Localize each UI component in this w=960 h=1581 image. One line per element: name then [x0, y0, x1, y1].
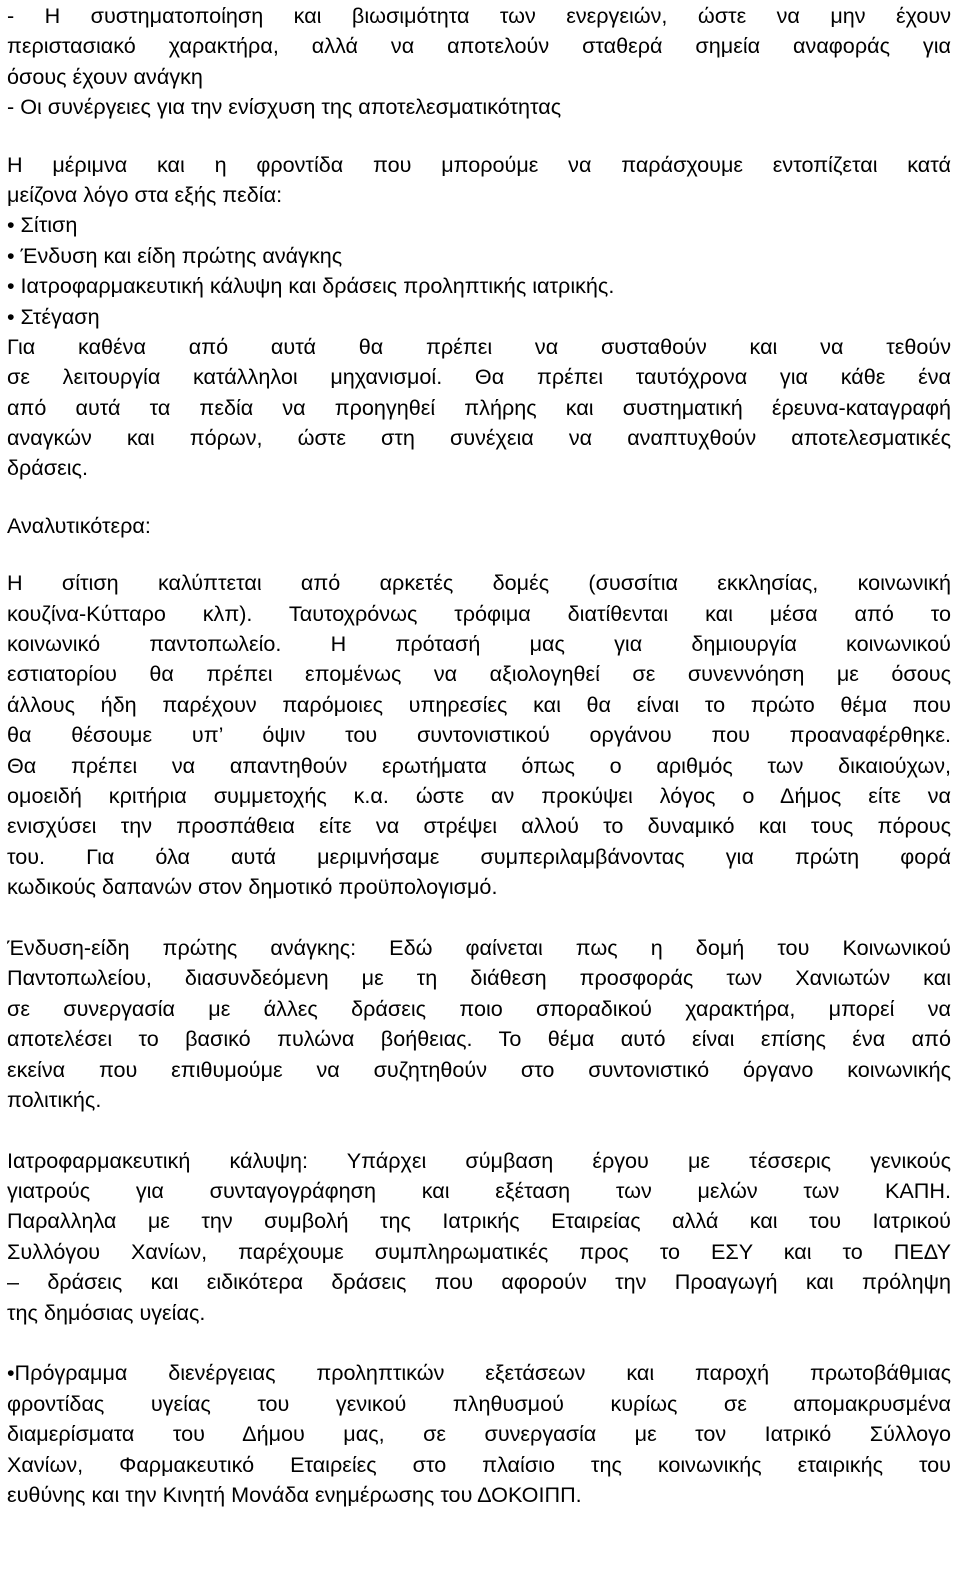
text-line: Θα πρέπει να απαντηθούν ερωτήματα όπως ο αριθμός των δικαιούχων, [7, 752, 951, 778]
text-line: μείζονα λόγο στα εξής πεδία: [7, 181, 283, 207]
text-line: ευθύνης και την Κινητή Μονάδα ενημέρωσης του ΔΟΚΟΙΠΠ. [7, 1481, 582, 1507]
text-line: διαμερίσματα του Δήμου μας, σε συνεργασία με τον Ιατρικό Σύλλογο [7, 1421, 951, 1447]
mechanisms-paragraph [7, 332, 951, 484]
text-line: Ιατροφαρμακευτική κάλυψη: Υπάρχει σύμβαση έργου με τέσσερις γενικούς [7, 1147, 951, 1173]
text-line: θα θέσουμε υπ’ όψιν του συντονιστικού οργάνου που προαναφέρθηκε. [7, 722, 951, 748]
intro-paragraph [7, 1, 951, 123]
text-line: Παραλληλα με την συμβολή της Ιατρικής Εταιρείας αλλά και του Ιατρικού [7, 1208, 951, 1234]
feeding-paragraph [7, 568, 951, 902]
text-line: σε συνεργασία με άλλες δράσεις ποιο σποραδικού χαρακτήρα, μπορεί να [7, 995, 951, 1021]
clothing-paragraph [7, 933, 951, 1115]
program-paragraph [7, 1358, 951, 1510]
text-line: Η μέριμνα και η φροντίδα που μπορούμε να παράσχουμε εντοπίζεται κατά [7, 151, 951, 177]
medical-paragraph [7, 1146, 951, 1328]
list-item: • Στέγαση [7, 303, 100, 329]
list-item: • Ένδυση και είδη πρώτης ανάγκης [7, 242, 343, 268]
text-line: εστιατορίου θα πρέπει επομένως να αξιολογηθεί σε συνεννόηση με όσους [7, 661, 951, 687]
text-line: αποτελέσει το βασικό πυλώνα βοήθειας. Το θέμα αυτό είναι επίσης ένα από [7, 1026, 951, 1052]
text-line: από αυτά τα πεδία να προηγηθεί πλήρης και συστηματική έρευνα-καταγραφή [7, 394, 951, 420]
fields-intro-paragraph [7, 150, 951, 211]
text-line: Συλλόγου Χανίων, παρέχουμε συμπληρωματικές προς το ΕΣΥ και το ΠΕΔΥ [7, 1238, 951, 1264]
text-line: Η σίτιση καλύπτεται από αρκετές δομές (συσσίτια εκκλησίας, κοινωνική [7, 570, 951, 596]
text-line: του. Για όλα αυτά μεριμνήσαμε συμπεριλαμβάνοντας για πρώτη φορά [7, 843, 951, 869]
text-line: φροντίδας υγείας του γενικού πληθυσμού κυρίως σε απομακρυσμένα [7, 1390, 951, 1416]
text-line: - Η συστηματοποίηση και βιωσιμότητα των ενεργειών, ώστε να μην έχουν [7, 3, 951, 28]
text-line: •Πρόγραμμα διενέργειας προληπτικών εξετάσεων και παροχή πρωτοβάθμιας [7, 1360, 951, 1386]
text-line: Παντοπωλείου, διασυνδεόμενη με τη διάθεση προσφοράς των Χανιωτών και [7, 965, 951, 991]
text-line: κουζίνα-Κύτταρο κλπ). Ταυτοχρόνως τρόφιμα διατίθενται και μέσα από το [7, 600, 951, 626]
text-line: όσους έχουν ανάγκη [7, 63, 203, 89]
text-line: Για καθένα από αυτά θα πρέπει να συσταθούν και να τεθούν [7, 333, 951, 359]
text-line: γιατρούς για συνταγογράφηση και εξέταση των μελών των ΚΑΠΗ. [7, 1178, 951, 1204]
text-line: περιστασιακό χαρακτήρα, αλλά να αποτελούν σταθερά σημεία αναφοράς για [7, 33, 951, 59]
text-line: κωδικούς δαπανών στον δημοτικό προϋπολογισμό. [7, 874, 498, 900]
document-page [7, 1, 951, 1510]
fields-bullet-list [7, 210, 951, 332]
text-line: δράσεις. [7, 455, 88, 481]
text-line: – δράσεις και ειδικότερα δράσεις που αφορούν την Προαγωγή και πρόληψη [7, 1269, 951, 1295]
text-line: κοινωνικό παντοπωλείο. Η πρότασή μας για δημιουργία κοινωνικού [7, 631, 951, 657]
text-line: Ένδυση-είδη πρώτης ανάγκης: Εδώ φαίνεται πως η δομή του Κοινωνικού [7, 934, 951, 960]
text-line: ομοειδή κριτήρια συμμετοχής κ.α. ώστε αν προκύψει λόγος ο Δήμος είτε να [7, 782, 951, 808]
text-line: Χανίων, Φαρμακευτικό Εταιρείες στο πλαίσιο της κοινωνικής εταιρικής του [7, 1451, 951, 1477]
text-line: πολιτικής. [7, 1086, 102, 1112]
text-line: αναγκών και πόρων, ώστε στη συνέχεια να αναπτυχθούν αποτελεσματικές [7, 425, 951, 451]
text-line: άλλους ήδη παρέχουν παρόμοιες υπηρεσίες και θα είναι το πρώτο θέμα που [7, 691, 951, 717]
text-line: ενισχύσει την προσπάθεια είτε να στρέψει αλλού το δυναμικό και τους πόρους [7, 813, 951, 839]
text-line: της δημόσιας υγείας. [7, 1299, 206, 1325]
details-heading: Αναλυτικότερα: [7, 512, 151, 538]
text-line: εκείνα που επιθυμούμε να συζητηθούν στο συντονιστικό όργανο κοινωνικής [7, 1056, 951, 1082]
list-item: • Ιατροφαρμακευτική κάλυψη και δράσεις προληπτικής ιατρικής. [7, 273, 615, 299]
list-item: • Σίτιση [7, 212, 78, 238]
text-line: σε λειτουργία κατάλληλοι μηχανισμοί. Θα πρέπει ταυτόχρονα για κάθε ένα [7, 364, 951, 390]
text-line: - Οι συνέργειες για την ενίσχυση της αποτελεσματικότητας [7, 94, 562, 120]
